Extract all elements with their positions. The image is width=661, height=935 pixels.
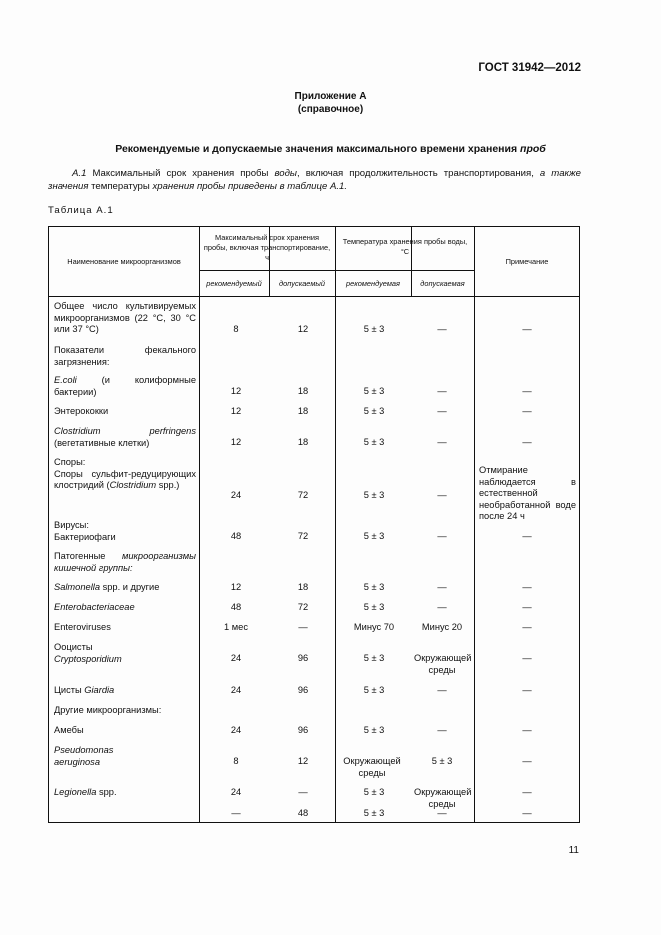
row-other-heading: Другие микроорганизмы:	[54, 705, 162, 715]
row-amoeba-rec: 24	[230, 725, 242, 735]
row-spores-tadm: —	[437, 490, 447, 500]
row-legionella2-rec: —	[231, 808, 241, 818]
row-legionella-rec: 24	[230, 787, 242, 797]
row-clostridium-note: —	[522, 437, 532, 447]
header-allowed-time: допускаемый	[279, 279, 325, 288]
row-entero-adm: 18	[297, 406, 309, 416]
row-amoeba-note: —	[522, 725, 532, 735]
row-ecoli-tadm: —	[437, 386, 447, 396]
row-amoeba-tadm: —	[437, 725, 447, 735]
row-viruses-note: —	[522, 531, 532, 541]
row-oocysts-trec: 5 ± 3	[363, 653, 385, 663]
header-recommended-time: рекомендуемый	[206, 279, 262, 288]
row-entero-tadm: —	[437, 406, 447, 416]
row-ecoli-name: E.coli (и колиформные бактерии)	[54, 375, 196, 397]
row-amoeba-adm: 96	[297, 725, 309, 735]
standard-number: ГОСТ 31942—2012	[478, 62, 581, 74]
row-legionella-note: —	[522, 787, 532, 797]
row-spores-trec: 5 ± 3	[363, 490, 385, 500]
header-name: Наименование микроорганизмов	[67, 257, 181, 266]
row-viruses-tadm: —	[437, 531, 447, 541]
row-salmonella-adm: 18	[297, 582, 309, 592]
header-recommended-temp: рекомендуемая	[346, 279, 400, 288]
row-legionella2-tadm: —	[437, 808, 447, 818]
row-legionella2-note: —	[522, 808, 532, 818]
row-legionella2-adm: 48	[297, 808, 309, 818]
row-oocysts-rec: 24	[230, 653, 242, 663]
appendix-title: Приложение А	[294, 91, 367, 102]
row-legionella2-trec: 5 ± 3	[363, 808, 385, 818]
row-pseudomonas-adm: 12	[297, 756, 309, 766]
header-note: Примечание	[505, 257, 549, 266]
row-fecal-name: Показатели фекального загрязнения:	[54, 345, 196, 367]
row-enteroviruses-adm: —	[298, 622, 308, 632]
row-spores-name: Споры сульфит-редуцирующих клостридий (Clostridium spp.)	[54, 468, 196, 490]
row-giardia-rec: 24	[230, 685, 242, 695]
row-spores-note: Отмирание наблюдается в естественной необработанной воде после 24 ч	[479, 465, 576, 521]
row-enterobacteriaceae-adm: 72	[297, 602, 309, 612]
row-spores-rec: 24	[230, 490, 242, 500]
row-oocysts-note: —	[522, 653, 532, 663]
row-giardia-name: Цисты Giardia	[54, 685, 115, 695]
row-enterobacteriaceae-name: Enterobacteriaceae	[54, 602, 135, 612]
row-total-adm: 12	[297, 324, 309, 334]
row-enterobacteriaceae-tadm: —	[437, 602, 447, 612]
row-enterobacteriaceae-rec: 48	[230, 602, 242, 612]
row-clostridium-tadm: —	[437, 437, 447, 447]
row-total-rec: 8	[233, 324, 239, 334]
row-giardia-adm: 96	[297, 685, 309, 695]
row-entero-name: Энтерококки	[54, 406, 109, 416]
row-viruses-trec: 5 ± 3	[363, 531, 385, 541]
row-pseudomonas-trec: Окружающей среды	[343, 756, 401, 778]
row-enteroviruses-note: —	[522, 622, 532, 632]
appendix-subtitle: (справочное)	[297, 104, 364, 115]
header-temperature: Температура хранения пробы воды, °С	[342, 237, 468, 256]
row-clostridium-trec: 5 ± 3	[363, 437, 385, 447]
row-giardia-trec: 5 ± 3	[363, 685, 385, 695]
row-pseudomonas-rec: 8	[233, 756, 239, 766]
row-pseudomonas-note: —	[522, 756, 532, 766]
row-total-name: Общее число культивируемых микроорганизмов (22 °С, 30 °С или 37 °С)	[54, 301, 196, 334]
row-enteroviruses-name: Enteroviruses	[54, 622, 111, 632]
page-number: 11	[568, 845, 579, 856]
row-clostridium-name: Clostridium perfringens (вегетативные клетки)	[54, 426, 196, 448]
intro-paragraph: А.1 Максимальный срок хранения пробы воды, включая продолжительность транспортирования, а также значения температуры хранения пробы приведены в таблице А.1.	[48, 168, 581, 192]
row-giardia-tadm: —	[437, 685, 447, 695]
row-salmonella-trec: 5 ± 3	[363, 582, 385, 592]
row-amoeba-name: Амебы	[54, 725, 84, 735]
row-legionella-name: Legionella spp.	[54, 787, 117, 797]
row-entero-rec: 12	[230, 406, 242, 416]
row-enteroviruses-tadm: Минус 20	[421, 622, 463, 632]
row-clostridium-rec: 12	[230, 437, 242, 447]
row-viruses-name: Бактериофаги	[54, 531, 116, 542]
row-total-tadm: —	[437, 324, 447, 334]
row-ecoli-rec: 12	[230, 386, 242, 396]
storage-table	[48, 226, 580, 823]
row-salmonella-name: Salmonella spp. и другие	[54, 582, 160, 592]
row-oocysts-heading: Ооцисты	[54, 642, 93, 652]
table-caption: Таблица А.1	[48, 205, 114, 216]
row-ecoli-trec: 5 ± 3	[363, 386, 385, 396]
row-viruses-rec: 48	[230, 531, 242, 541]
row-total-note: —	[522, 324, 532, 334]
row-oocysts-tadm: Окружающей среды	[414, 653, 472, 675]
row-amoeba-trec: 5 ± 3	[363, 725, 385, 735]
header-max-time: Максимальный срок хранения пробы, включая транспортирование, ч	[203, 233, 331, 262]
row-spores-heading: Споры:	[54, 457, 86, 467]
row-enterobacteriaceae-note: —	[522, 602, 532, 612]
row-viruses-adm: 72	[297, 531, 309, 541]
row-ecoli-adm: 18	[297, 386, 309, 396]
row-pathogen-heading: Патогенные микроорганизмы кишечной группы:	[54, 551, 196, 573]
row-legionella-trec: 5 ± 3	[363, 787, 385, 797]
row-pseudomonas-tadm: 5 ± 3	[431, 756, 453, 766]
row-enteroviruses-rec: 1 мес	[224, 622, 248, 632]
row-salmonella-note: —	[522, 582, 532, 592]
row-ecoli-note: —	[522, 386, 532, 396]
row-enteroviruses-trec: Минус 70	[353, 622, 395, 632]
row-legionella-adm: —	[298, 787, 308, 797]
row-viruses-heading: Вирусы:	[54, 520, 89, 530]
row-enterobacteriaceae-trec: 5 ± 3	[363, 602, 385, 612]
row-salmonella-tadm: —	[437, 582, 447, 592]
row-salmonella-rec: 12	[230, 582, 242, 592]
row-spores-adm: 72	[297, 490, 309, 500]
document-title: Рекомендуемые и допускаемые значения максимального времени хранения проб	[115, 143, 546, 155]
row-oocysts-name: Cryptosporidium	[54, 653, 122, 664]
row-oocysts-adm: 96	[297, 653, 309, 663]
header-allowed-temp: допускаемая	[420, 279, 465, 288]
row-giardia-note: —	[522, 685, 532, 695]
row-entero-note: —	[522, 406, 532, 416]
row-entero-trec: 5 ± 3	[363, 406, 385, 416]
row-pseudomonas-name1: Pseudomonas	[54, 745, 114, 755]
row-total-trec: 5 ± 3	[363, 324, 385, 334]
row-legionella-tadm: Окружающей среды	[414, 787, 472, 809]
row-clostridium-adm: 18	[297, 437, 309, 447]
row-pseudomonas-name2: aeruginosa	[54, 756, 101, 767]
